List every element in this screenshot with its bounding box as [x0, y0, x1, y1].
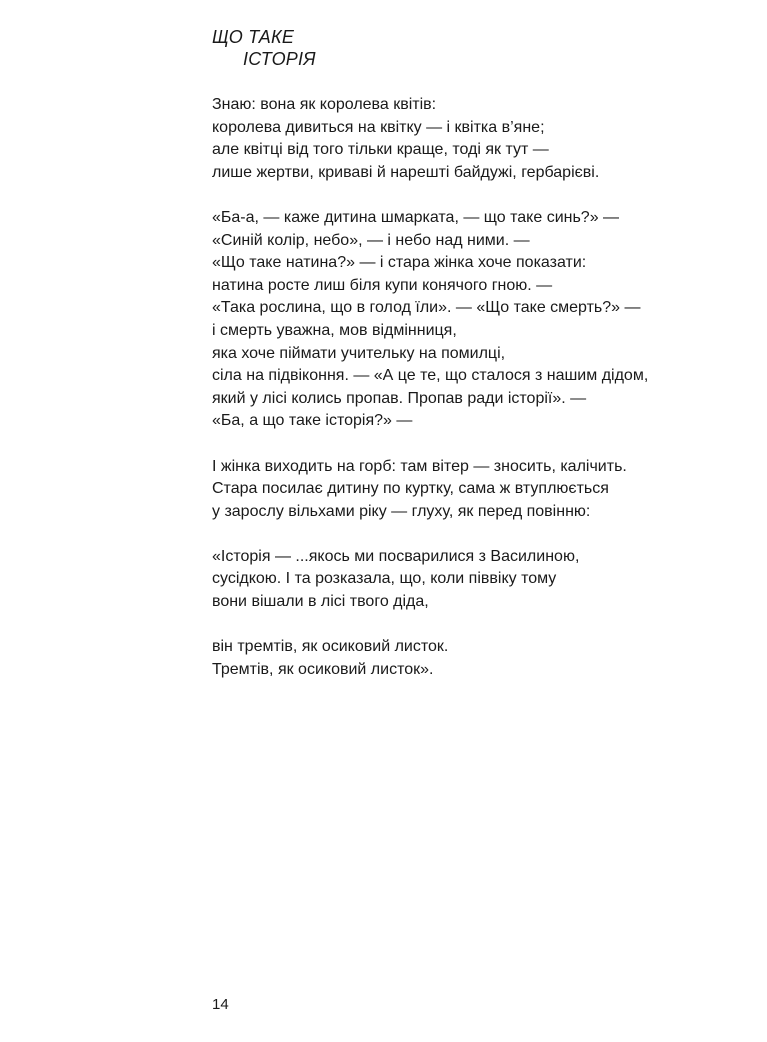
stanza-4	[212, 546, 712, 614]
poem-line: «Що таке натина?» — і стара жінка хоче показати:	[212, 254, 587, 272]
poem-title	[212, 26, 316, 70]
poem-line: королева дивиться на квітку — і квітка в’яне;	[212, 118, 545, 136]
poem-line: і смерть уважна, мов відмінниця,	[212, 321, 457, 339]
poem-title-line-2: ІСТОРІЯ	[243, 49, 316, 69]
stanza-2	[212, 207, 712, 433]
poem-line: вони вішали в лісі твого діда,	[212, 593, 429, 611]
stanza-3	[212, 456, 712, 524]
poem-line: «Ба, а що таке історія?» —	[212, 412, 413, 430]
poem-line: натина росте лиш біля купи конячого гною. —	[212, 276, 553, 294]
poem-line: «Така рослина, що в голод їли». — «Що таке смерть?» —	[212, 299, 641, 317]
page-number: 14	[212, 996, 229, 1013]
poem-line: але квітці від того тільки краще, тоді як тут —	[212, 141, 549, 159]
poem-line: «Ба-а, — каже дитина шмарката, — що таке синь?» —	[212, 208, 620, 226]
poem-line: Знаю: вона як королева квітів:	[212, 96, 437, 113]
poem-line: сіла на підвіконня. — «А це те, що сталося з нашим дідом,	[212, 367, 649, 385]
poem-body	[212, 94, 712, 704]
poem-line: Тремтів, як осиковий листок».	[212, 660, 434, 678]
poem-line: лише жертви, криваві й нарешті байдужі, гербарієві.	[212, 163, 600, 181]
poem-line: І жінка виходить на горб: там вітер — зносить, калічить.	[212, 457, 627, 475]
stanza-1	[212, 94, 712, 184]
poem-line: у зарослу вільхами ріку — глуху, як перед повінню:	[212, 502, 591, 520]
poem-line: який у лісі колись пропав. Пропав ради історії». —	[212, 389, 587, 407]
stanza-5	[212, 636, 712, 681]
poem-line: Стара посилає дитину по куртку, сама ж втуплюється	[212, 480, 609, 498]
poem-title-line-1: ЩО ТАКЕ	[212, 27, 295, 47]
poem-line: яка хоче піймати учительку на помилці,	[212, 344, 506, 362]
poem-line: він тремтів, як осиковий листок.	[212, 638, 449, 656]
poem-line: «Історія — ...якось ми посварилися з Василиною,	[212, 547, 580, 565]
poem-line: сусідкою. І та розказала, що, коли піввіку тому	[212, 570, 557, 588]
poem-line: «Синій колір, небо», — і небо над ними. —	[212, 231, 530, 249]
